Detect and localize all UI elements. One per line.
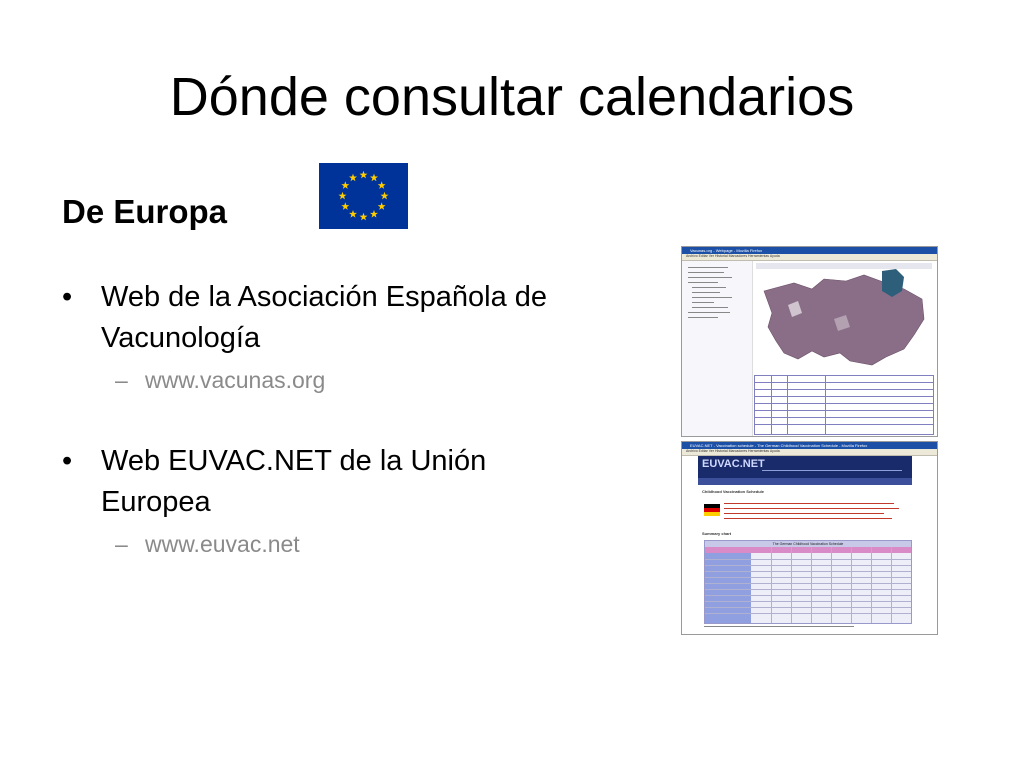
link-euvac[interactable]: www.euvac.net <box>145 531 300 557</box>
euvac-page-heading: Childhood Vaccination Schedule <box>702 489 765 494</box>
bullet-text-line: Web de la Asociación Española de <box>101 281 548 313</box>
sub-bullet-item <box>115 365 415 397</box>
slide-subtitle: De Europa <box>62 193 228 230</box>
bullet-item <box>62 277 662 359</box>
window-titlebar <box>682 247 937 254</box>
euvac-nav-bar <box>698 478 912 485</box>
window-menubar <box>682 449 937 456</box>
sub-bullet-item <box>115 529 415 561</box>
europe-map-image <box>754 261 934 373</box>
sub-bullet-marker: – <box>115 367 128 393</box>
euvac-logo: EUVAC.NET <box>702 458 765 470</box>
screenshot-vacunas <box>681 246 938 437</box>
link-vacunas[interactable]: www.vacunas.org <box>145 367 326 393</box>
menu-text: Archivo Editar Ver Historial Marcadores Herramientas Ayuda <box>686 254 780 258</box>
screenshot-euvac <box>681 441 938 635</box>
eu-flag-icon <box>319 163 408 229</box>
sub-bullet-marker: – <box>115 531 128 557</box>
bullet-marker: • <box>62 281 73 313</box>
bullet-marker: • <box>62 445 73 477</box>
window-title: Vacunas.org - Webpage - Mozilla Firefox <box>690 248 763 253</box>
euvac-header-banner <box>698 456 912 478</box>
country-link-list <box>724 502 904 524</box>
bullet-text-line: Europea <box>101 486 211 518</box>
schedule-table-title: The German Childhood Vaccination Schedule <box>705 541 911 547</box>
bullet-text-line: Vacunología <box>101 322 261 354</box>
menu-text: Archivo Editar Ver Historial Marcadores Herramientas Ayuda <box>686 449 780 453</box>
sidebar-nav <box>682 261 753 436</box>
slide-title: Dónde consultar calendarios <box>169 67 855 127</box>
window-titlebar <box>682 442 937 449</box>
germany-flag-icon <box>704 504 720 516</box>
bullet-item <box>62 441 662 523</box>
bullet-text-line: Web EUVAC.NET de la Unión <box>101 445 487 477</box>
window-title: EUVAC.NET - Vaccination schedule - The German Childhood Vaccination Schedule - Mozilla Firefox <box>690 443 868 448</box>
schedule-table <box>704 540 912 624</box>
vaccine-table <box>754 375 934 435</box>
euvac-summary-heading: Summary chart <box>702 531 732 536</box>
window-menubar <box>682 254 937 261</box>
